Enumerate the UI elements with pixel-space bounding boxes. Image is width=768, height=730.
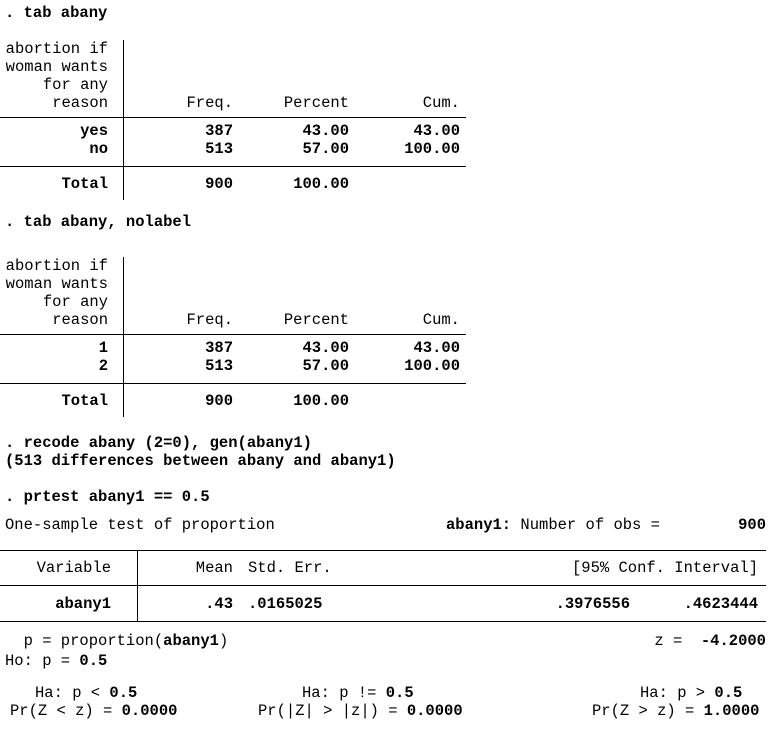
freq-table-labeled	[0, 40, 466, 193]
table-header-row	[0, 94, 466, 112]
table-vertical-rule	[137, 550, 138, 622]
obs-label: Number of obs =	[511, 516, 660, 534]
null-hypothesis-line	[5, 652, 107, 670]
percent-value: 43.00	[302, 122, 349, 140]
row-label: 2	[98, 357, 108, 375]
freq-value: 513	[205, 140, 233, 158]
table-horizontal-rule	[0, 166, 466, 167]
table-row	[0, 586, 766, 621]
p-definition-suffix: )	[218, 632, 229, 650]
ha-right-label: Ha: p >	[640, 684, 715, 702]
ha-left	[35, 684, 137, 702]
pr-left	[10, 702, 177, 720]
cum-value: 100.00	[404, 140, 460, 158]
col-header-cum: Cum.	[422, 311, 460, 329]
pr-right-value: 1.0000	[703, 702, 760, 720]
col-header-freq: Freq.	[186, 311, 233, 329]
ci-upper-value: .4623444	[683, 594, 758, 613]
pr-right	[592, 702, 759, 720]
prtest-title: One-sample test of proportion	[5, 516, 275, 534]
table-horizontal-rule	[0, 383, 466, 384]
table-horizontal-rule	[0, 334, 466, 335]
col-header-freq: Freq.	[186, 94, 233, 112]
table-total-row	[0, 392, 466, 410]
total-cum	[349, 175, 466, 193]
command-recode: . recode abany (2=0), gen(abany1)	[5, 434, 312, 452]
cum-value: 43.00	[413, 339, 460, 357]
total-percent: 100.00	[293, 175, 349, 193]
prtest-table	[0, 550, 766, 622]
pr-middle-label: Pr(|Z| > |z|) =	[258, 702, 407, 720]
h0-label: Ho: p =	[5, 652, 80, 670]
ha-right	[640, 684, 742, 702]
table-row	[0, 140, 466, 158]
total-freq: 900	[205, 392, 233, 410]
command-tab: . tab abany	[5, 4, 108, 22]
z-value: -4.2000	[700, 632, 766, 650]
table-vertical-rule	[123, 40, 124, 200]
table-total-row	[0, 175, 466, 193]
variable-label-line: woman wants	[5, 275, 108, 293]
pr-middle-value: 0.0000	[406, 702, 463, 720]
p-definition-variable: abany1	[163, 632, 219, 650]
ha-right-value: 0.5	[714, 684, 743, 702]
cum-value: 100.00	[404, 357, 460, 375]
col-header-cum: Cum.	[422, 94, 460, 112]
ha-left-value: 0.5	[109, 684, 138, 702]
total-label: Total	[61, 175, 108, 193]
row-label: no	[89, 140, 108, 158]
percent-value: 43.00	[302, 339, 349, 357]
col-header-mean: Mean	[195, 559, 233, 577]
variable-label-line: abortion if	[5, 40, 108, 58]
variable-label-line: for any	[42, 76, 108, 94]
ha-middle-value: 0.5	[385, 684, 414, 702]
freq-value: 513	[205, 357, 233, 375]
total-cum	[349, 392, 466, 410]
h0-value: 0.5	[79, 652, 108, 670]
col-header-percent: Percent	[283, 94, 349, 112]
col-header-percent: Percent	[283, 311, 349, 329]
pr-right-label: Pr(Z > z) =	[592, 702, 704, 720]
percent-value: 57.00	[302, 140, 349, 158]
freq-value: 387	[205, 122, 233, 140]
ha-left-label: Ha: p <	[35, 684, 110, 702]
table-horizontal-rule	[0, 117, 466, 118]
pr-left-value: 0.0000	[121, 702, 178, 720]
table-row	[0, 122, 466, 140]
obs-value: 900	[738, 516, 766, 534]
pr-left-label: Pr(Z < z) =	[10, 702, 122, 720]
p-definition	[5, 632, 228, 650]
obs-variable: abany1:	[446, 516, 512, 534]
obs-count-block	[446, 516, 766, 534]
freq-table-nolabel	[0, 257, 466, 410]
table-row	[0, 357, 466, 375]
table-row	[0, 339, 466, 357]
command-tab-nolabel: . tab abany, nolabel	[5, 213, 192, 231]
prtest-title-line	[5, 516, 766, 534]
col-header-conf-interval: [95% Conf. Interval]	[571, 559, 758, 577]
table-horizontal-rule	[0, 621, 766, 622]
ha-middle	[302, 684, 414, 702]
p-definition-line	[5, 632, 766, 650]
col-header-variable: Variable	[36, 559, 111, 577]
table-header-row	[0, 311, 466, 329]
variable-label-line: reason	[52, 94, 108, 112]
obs-variable-and-label	[446, 516, 660, 534]
variable-label-line: woman wants	[5, 58, 108, 76]
recode-result-note: (513 differences between abany and abany1)	[5, 452, 396, 470]
std-err-value: .0165025	[248, 594, 323, 613]
row-label: yes	[80, 122, 108, 140]
row-label: 1	[98, 339, 108, 357]
percent-value: 57.00	[302, 357, 349, 375]
variable-label-line: reason	[52, 311, 108, 329]
ci-lower-value: .3976556	[555, 594, 630, 613]
cum-value: 43.00	[413, 122, 460, 140]
total-label: Total	[61, 392, 108, 410]
table-header-row	[0, 551, 766, 585]
freq-value: 387	[205, 339, 233, 357]
variable-label-line: abortion if	[5, 257, 108, 275]
variable-label-line: for any	[42, 293, 108, 311]
total-percent: 100.00	[293, 392, 349, 410]
mean-value: .43	[205, 594, 233, 613]
ha-middle-label: Ha: p !=	[302, 684, 386, 702]
col-header-std-err: Std. Err.	[248, 559, 332, 577]
p-definition-prefix: p = proportion(	[5, 632, 164, 650]
z-label: z =	[654, 632, 701, 650]
pr-middle	[258, 702, 463, 720]
table-vertical-rule	[123, 257, 124, 417]
command-prtest: . prtest abany1 == 0.5	[5, 488, 210, 506]
row-variable: abany1	[55, 594, 111, 613]
z-statistic	[654, 632, 766, 650]
total-freq: 900	[205, 175, 233, 193]
